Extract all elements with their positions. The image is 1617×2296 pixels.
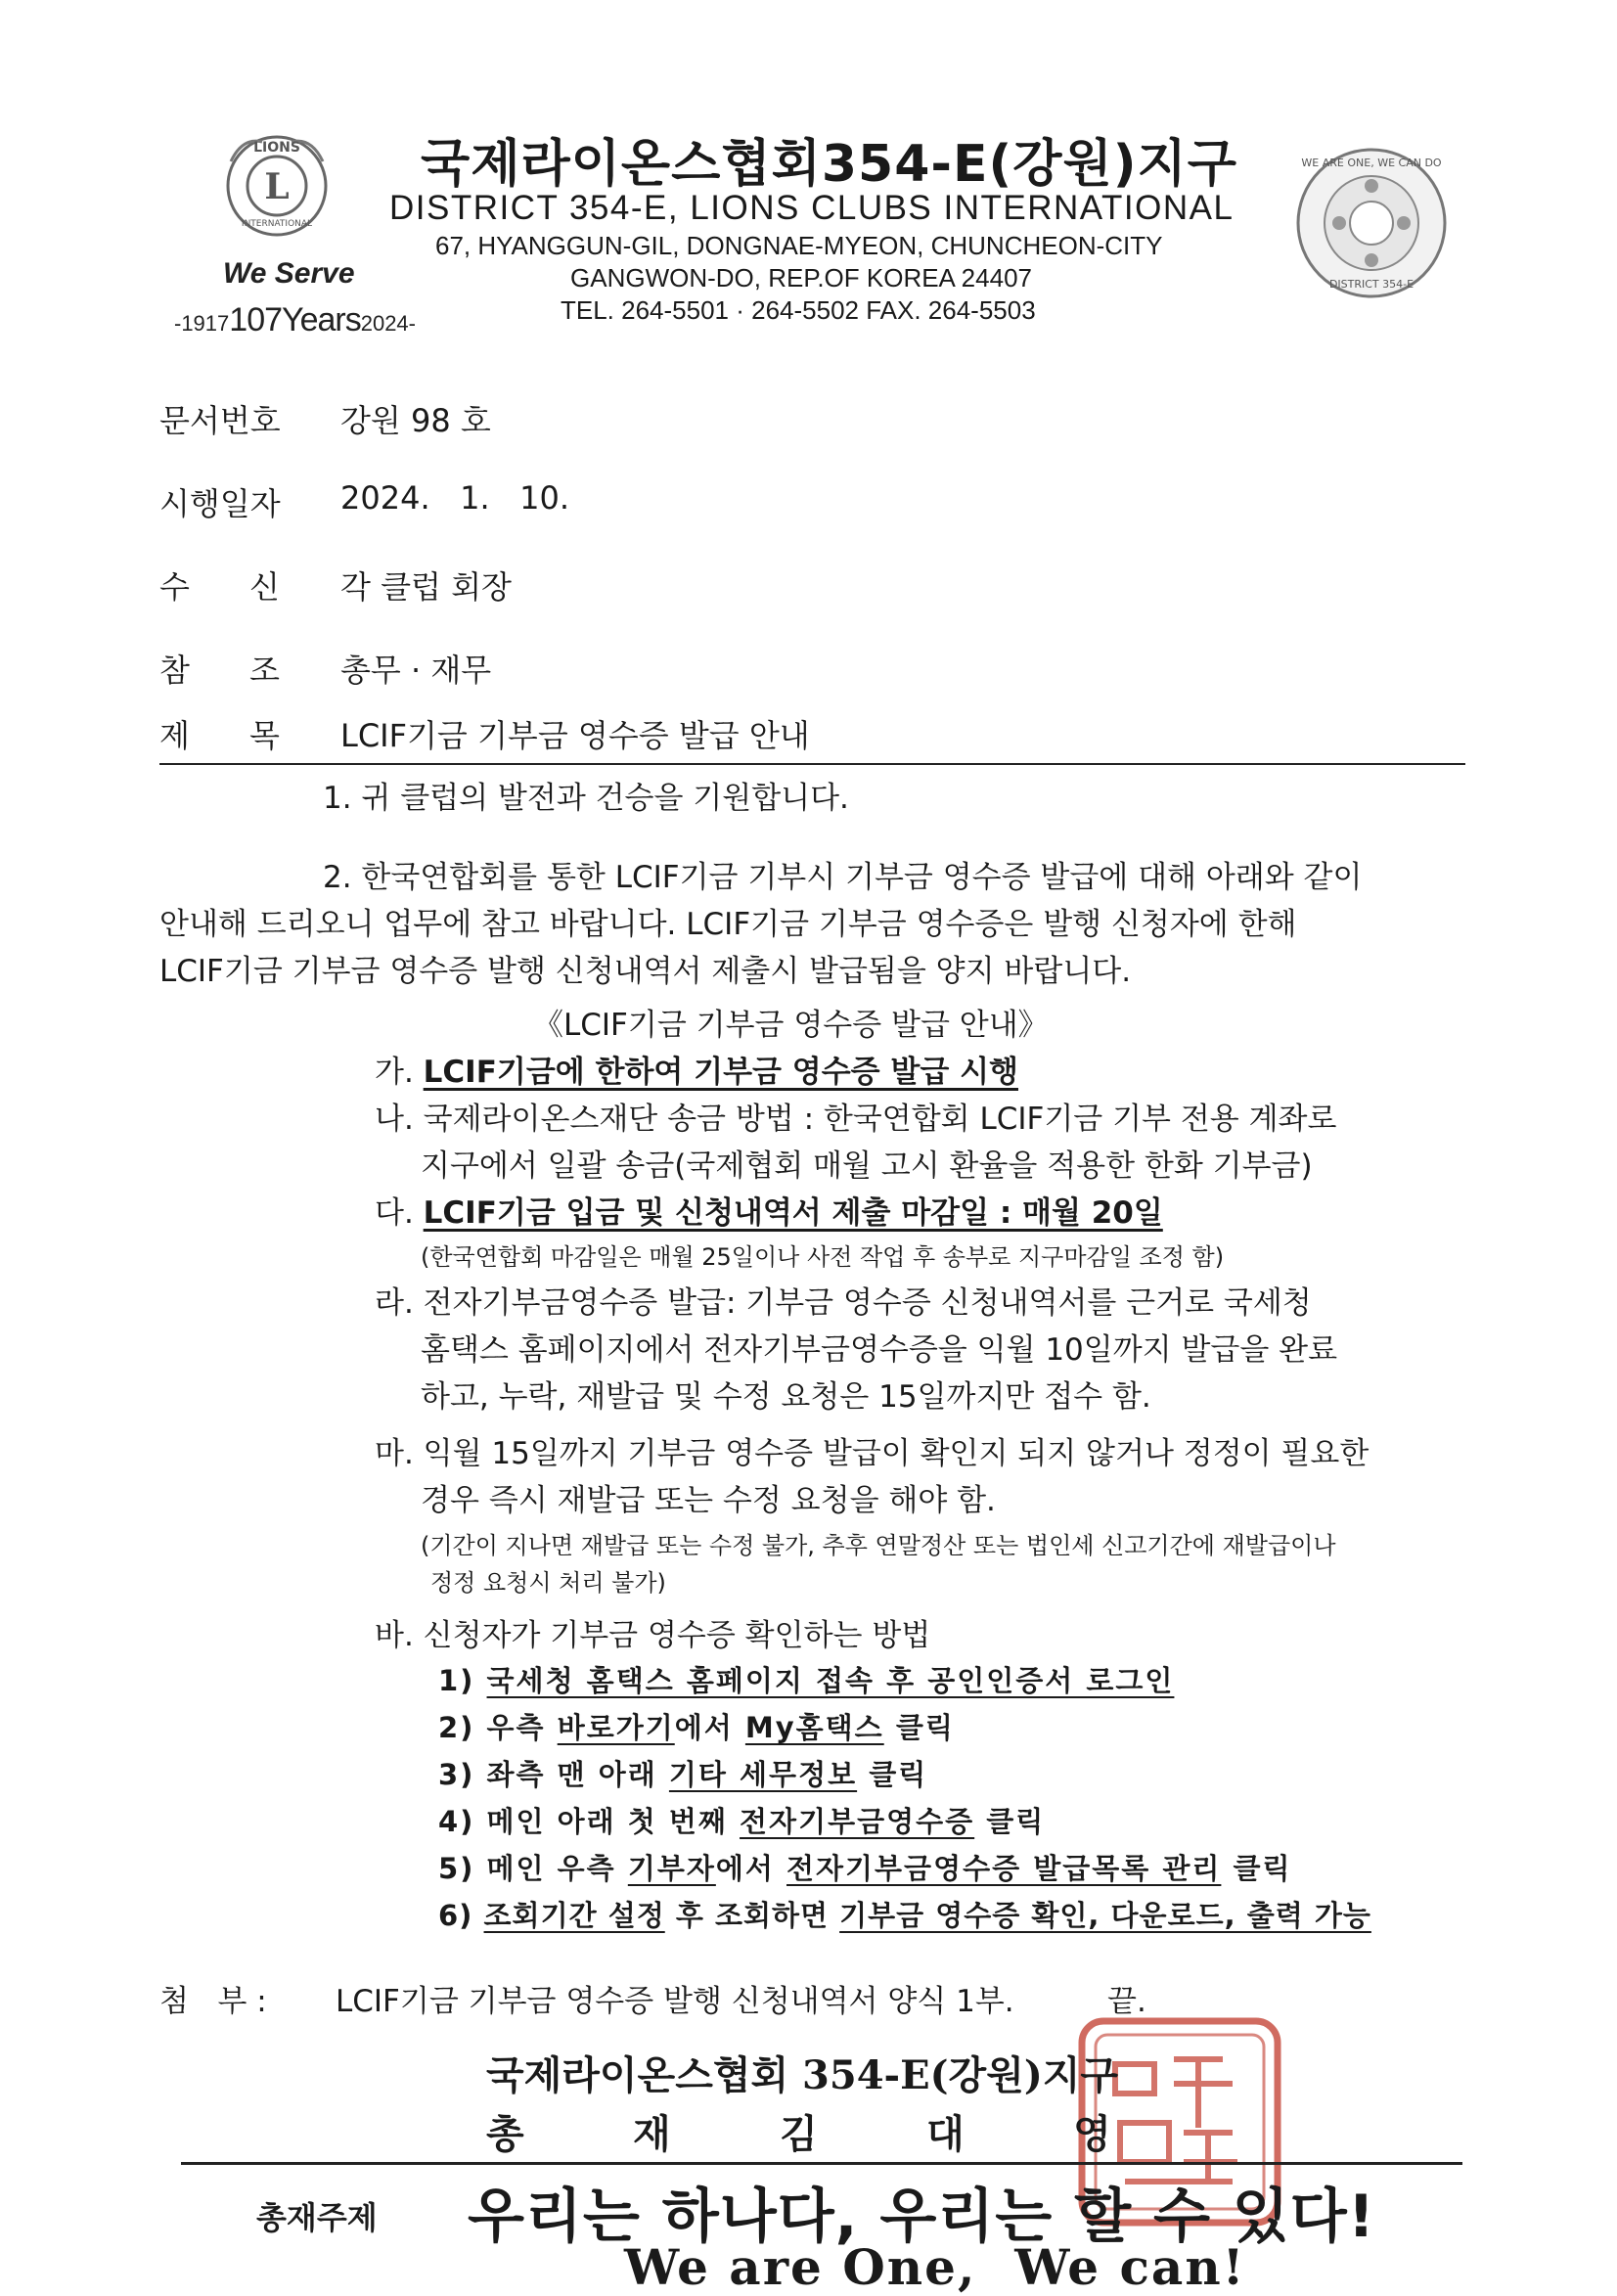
subject-divider	[159, 763, 1465, 765]
step-1-text: 국세청 홈택스 홈페이지 접속 후 공인인증서 로그인	[486, 1664, 1175, 1697]
item-da-note: (한국연합회 마감일은 매월 25일이나 사전 작업 후 송부로 지구마감일 조정 함)	[421, 1243, 1225, 1271]
date-label: 시행일자	[159, 485, 281, 522]
step-2-part-a: 우측	[486, 1711, 546, 1744]
step-5-part-c: 에서	[715, 1852, 775, 1885]
step-1-number: 1)	[438, 1664, 475, 1697]
step-5-part-b: 기부자	[627, 1852, 716, 1885]
item-na-line-2: 지구에서 일괄 송금(국제협회 매월 고시 환율을 적용한 한화 기부금)	[421, 1148, 1313, 1184]
subject-label: 제 목	[159, 717, 280, 754]
step-2-part-b: 바로가기	[557, 1711, 675, 1744]
years-mid: 107Years	[229, 301, 361, 338]
we-serve-slogan: We Serve	[223, 257, 355, 290]
step-4-part-a: 메인 아래 첫 번째	[486, 1805, 728, 1838]
paragraph-1: 1. 귀 클럽의 발전과 건승을 기원합니다.	[323, 781, 849, 816]
subject-value: LCIF기금 기부금 영수증 발급 안내	[340, 717, 810, 754]
step-2-part-e: 클릭	[895, 1711, 955, 1744]
logo-ring-text: INTERNATIONAL	[241, 219, 313, 229]
district-seal	[1293, 145, 1450, 301]
seal-inner-text: DISTRICT 354-E	[1328, 278, 1415, 291]
years-badge	[174, 301, 416, 339]
step-1	[438, 1659, 1174, 1699]
paragraph-2-line-3: LCIF기금 기부금 영수증 발행 신청내역서 제출시 발급됨을 양지 바랍니다.	[159, 954, 1132, 989]
item-ma-note-2: 정정 요청시 처리 불가)	[430, 1569, 666, 1597]
step-2-number: 2)	[438, 1711, 475, 1744]
years-start: -1917	[174, 311, 230, 336]
step-6	[438, 1894, 1371, 1934]
item-ma-note-1: (기간이 지나면 재발급 또는 수정 불가, 추후 연말정산 또는 법인세 신고기간에 재발급이나	[421, 1532, 1336, 1559]
doc-number-value: 강원 98 호	[340, 402, 491, 439]
reference-value: 총무 · 재무	[340, 652, 492, 689]
address-line-1: 67, HYANGGUN-GIL, DONGNAE-MYEON, CHUNCHEON-CITY	[435, 231, 1163, 260]
item-ra-line-2: 홈택스 홈페이지에서 전자기부금영수증을 익월 10일까지 발급을 완료	[421, 1332, 1338, 1368]
date-value: 2024. 1. 10.	[340, 479, 570, 517]
step-6-part-a: 조회기간 설정	[483, 1899, 665, 1932]
attachment-label: 첨 부 :	[159, 1984, 267, 2019]
step-6-part-b: 후 조회하면	[675, 1899, 830, 1932]
org-name-ko: 국제라이온스협회354-E(강원)지구	[421, 135, 1237, 194]
step-3-part-c: 클릭	[869, 1758, 928, 1791]
step-2	[438, 1706, 955, 1746]
item-ma-line-2: 경우 즉시 재발급 또는 수정 요청을 해야 함.	[421, 1483, 996, 1518]
step-2-part-d: My홈택스	[744, 1711, 884, 1744]
item-na-line-1: 나. 국제라이온스재단 송금 방법 : 한국연합회 LCIF기금 기부 전용 계좌로	[375, 1102, 1337, 1137]
step-5-part-e: 클릭	[1233, 1852, 1292, 1885]
signature-title: 총 재 김 대 영	[486, 2111, 1111, 2157]
step-5-part-d: 전자기부금영수증 발급목록 관리	[786, 1852, 1222, 1885]
footer-divider	[181, 2162, 1462, 2165]
item-ga-text: LCIF기금에 한하여 기부금 영수증 발급 시행	[423, 1055, 1018, 1090]
recipient-value: 각 클럽 회장	[340, 568, 512, 606]
step-6-part-c: 기부금 영수증 확인, 다운로드, 출력 가능	[839, 1899, 1371, 1932]
logo-letter: L	[264, 166, 290, 207]
step-3	[438, 1753, 927, 1793]
recipient-label: 수 신	[159, 568, 280, 606]
seal-ring-text: WE ARE ONE, WE CAN DO	[1301, 157, 1442, 169]
item-ba: 바. 신청자가 기부금 영수증 확인하는 방법	[375, 1618, 931, 1653]
item-da-text: LCIF기금 입금 및 신청내역서 제출 마감일 : 매월 20일	[423, 1195, 1163, 1231]
paragraph-2-line-2: 안내해 드리오니 업무에 참고 바랍니다. LCIF기금 기부금 영수증은 발행 신청자에 한해	[159, 907, 1297, 942]
item-da-prefix: 다.	[375, 1195, 414, 1231]
item-ga-prefix: 가.	[375, 1055, 414, 1090]
address-line-2: GANGWON-DO, REP.OF KOREA 24407	[570, 263, 1032, 293]
reference-label: 참 조	[159, 652, 280, 689]
step-3-part-a: 좌측 맨 아래	[486, 1758, 657, 1791]
motto-ko: 우리는 하나다, 우리는 할 수 있다!	[468, 2183, 1376, 2251]
step-6-number: 6)	[438, 1899, 473, 1932]
attachment-value: LCIF기금 기부금 영수증 발행 신청내역서 양식 1부.	[336, 1984, 1014, 2019]
logo-text: LIONS	[253, 140, 300, 156]
org-name-en: DISTRICT 354-E, LIONS CLUBS INTERNATIONAL	[389, 189, 1235, 227]
years-end: 2024-	[360, 311, 416, 336]
lions-logo	[223, 132, 331, 240]
step-4-part-c: 클릭	[986, 1805, 1046, 1838]
signature-org: 국제라이온스협회 354-E(강원)지구	[486, 2052, 1119, 2098]
step-3-number: 3)	[438, 1758, 475, 1791]
step-5-number: 5)	[438, 1852, 475, 1885]
item-da	[375, 1188, 1163, 1232]
step-4-number: 4)	[438, 1805, 475, 1838]
step-5	[438, 1847, 1292, 1887]
step-2-part-c: 에서	[674, 1711, 734, 1744]
step-4	[438, 1800, 1045, 1840]
attachment-end: 끝.	[1107, 1984, 1146, 2019]
item-ra-line-1: 라. 전자기부금영수증 발급: 기부금 영수증 신청내역서를 근거로 국세청	[375, 1285, 1312, 1321]
motto-en: We are One, We can!	[624, 2238, 1246, 2296]
doc-number-label: 문서번호	[159, 402, 281, 439]
item-ga	[375, 1047, 1018, 1091]
motto-label: 총재주제	[256, 2199, 378, 2236]
step-4-part-b: 전자기부금영수증	[740, 1805, 975, 1838]
section-title: 《LCIF기금 기부금 영수증 발급 안내》	[533, 1008, 1049, 1043]
contact-line: TEL. 264-5501 · 264-5502 FAX. 264-5503	[561, 295, 1036, 325]
item-ra-line-3: 하고, 누락, 재발급 및 수정 요청은 15일까지만 접수 함.	[421, 1379, 1151, 1415]
step-5-part-a: 메인 우측	[486, 1852, 616, 1885]
paragraph-2-line-1: 2. 한국연합회를 통한 LCIF기금 기부시 기부금 영수증 발급에 대해 아래와 같이	[323, 860, 1363, 895]
step-3-part-b: 기타 세무정보	[668, 1758, 858, 1791]
item-ma-line-1: 마. 익월 15일까지 기부금 영수증 발급이 확인지 되지 않거나 정정이 필요한	[375, 1436, 1370, 1471]
